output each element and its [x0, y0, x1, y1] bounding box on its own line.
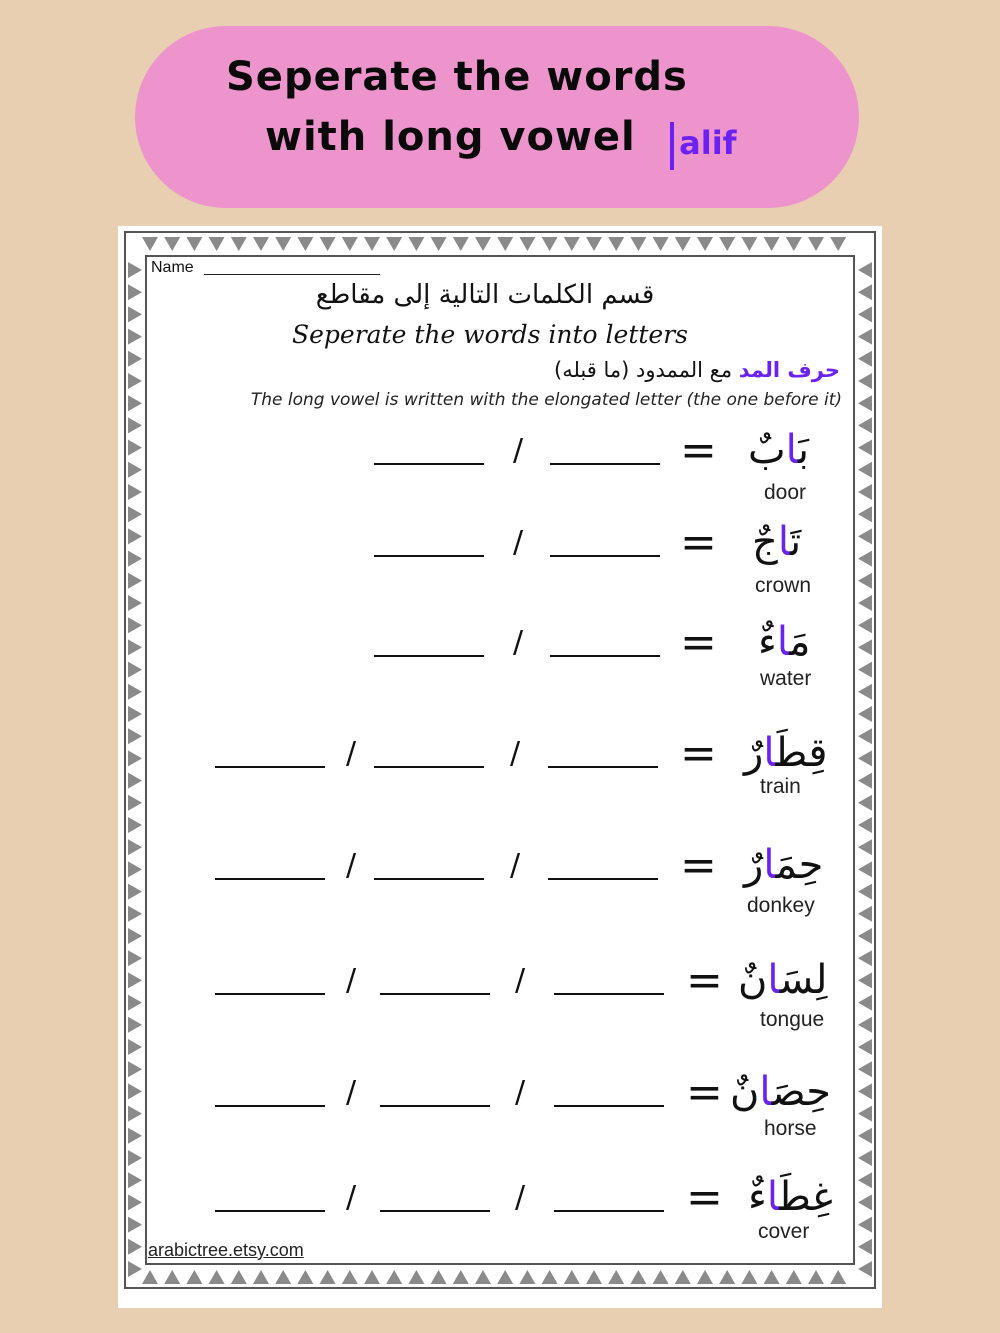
border-triangle [297, 1270, 313, 1284]
border-triangle [128, 1172, 142, 1188]
word-suffix: نٌ [730, 1069, 760, 1115]
banner-title-line2: with long vowel [265, 114, 636, 160]
border-triangle [275, 1270, 291, 1284]
border-triangle [858, 617, 872, 633]
answer-blank[interactable] [554, 1105, 664, 1107]
border-triangle [858, 728, 872, 744]
border-triangle [128, 262, 142, 278]
border-triangle [519, 237, 535, 251]
border-triangle [231, 237, 247, 251]
footer-shop-link[interactable]: arabictree.etsy.com [148, 1240, 304, 1260]
answer-blank[interactable] [374, 463, 484, 465]
border-triangle [719, 1270, 735, 1284]
border-triangle [608, 237, 624, 251]
border-triangle [786, 1270, 802, 1284]
border-triangle [128, 395, 142, 411]
long-vowel-alif: ا [763, 842, 776, 888]
border-triangle [858, 573, 872, 589]
border-triangle [128, 706, 142, 722]
border-triangle [186, 1270, 202, 1284]
border-triangle [858, 395, 872, 411]
border-triangle [128, 1061, 142, 1077]
word-prefix: غِطَ [779, 1174, 833, 1220]
answer-blank[interactable] [215, 878, 325, 880]
arabic-word [744, 728, 827, 778]
border-triangle [858, 950, 872, 966]
syllable-separator: / [515, 963, 526, 998]
arabic-word [730, 1067, 831, 1117]
syllable-separator: / [346, 963, 357, 998]
border-triangle [128, 928, 142, 944]
word-suffix: نٌ [738, 957, 768, 1003]
border-triangle [128, 551, 142, 567]
border-triangle [128, 1017, 142, 1033]
border-triangle [858, 1017, 872, 1033]
answer-blank[interactable] [215, 993, 325, 995]
border-triangle [164, 237, 180, 251]
border-triangle [858, 506, 872, 522]
border-triangle [858, 528, 872, 544]
border-triangle [858, 1217, 872, 1233]
syllable-separator: / [346, 848, 357, 883]
word-suffix: ءٌ [748, 1174, 767, 1220]
border-triangle [741, 237, 757, 251]
border-triangle [128, 351, 142, 367]
border-triangle [128, 1150, 142, 1166]
border-triangle [764, 237, 780, 251]
word-prefix: حِمَ [775, 842, 824, 888]
long-vowel-alif: ا [759, 1069, 772, 1115]
border-triangle [128, 462, 142, 478]
border-triangle [858, 1150, 872, 1166]
border-triangle [858, 1194, 872, 1210]
equals-sign: = [680, 617, 717, 668]
border-triangle [128, 1083, 142, 1099]
syllable-separator: / [515, 1180, 526, 1215]
border-triangle [128, 573, 142, 589]
border-triangle [364, 237, 380, 251]
border-triangle [128, 284, 142, 300]
border-triangle [320, 1270, 336, 1284]
arabic-instruction-title: قسم الكلمات التالية إلى مقاطع [315, 280, 655, 310]
border-triangle [630, 1270, 646, 1284]
syllable-separator: / [513, 433, 524, 468]
english-gloss: crown [755, 574, 812, 597]
border-triangle [586, 237, 602, 251]
border-triangle [858, 639, 872, 655]
border-triangle [564, 1270, 580, 1284]
syllable-separator: / [515, 1075, 526, 1110]
answer-blank[interactable] [548, 766, 658, 768]
equals-sign: = [686, 955, 723, 1006]
border-triangle [608, 1270, 624, 1284]
answer-blank[interactable] [374, 655, 484, 657]
border-triangle [128, 972, 142, 988]
arabic-rule-text [554, 358, 840, 382]
syllable-separator: / [346, 736, 357, 771]
arabic-word [748, 425, 809, 475]
word-suffix: جٌ [752, 519, 778, 565]
border-triangle [830, 237, 846, 251]
word-suffix: رٌ [744, 730, 764, 776]
border-triangle [128, 1217, 142, 1233]
border-triangle [475, 1270, 491, 1284]
border-triangle [858, 1039, 872, 1055]
border-triangle [128, 839, 142, 855]
border-triangle [858, 884, 872, 900]
border-triangle [858, 662, 872, 678]
english-gloss: train [760, 775, 801, 798]
border-triangle [475, 237, 491, 251]
equals-sign: = [680, 425, 717, 476]
border-triangle [128, 1194, 142, 1210]
border-triangle [497, 1270, 513, 1284]
border-triangle [128, 639, 142, 655]
name-input-line[interactable] [204, 274, 380, 275]
border-triangle [128, 1261, 142, 1277]
answer-blank[interactable] [548, 878, 658, 880]
border-triangle [128, 506, 142, 522]
long-vowel-alif: ا [763, 730, 776, 776]
border-triangle [858, 417, 872, 433]
border-triangle [653, 1270, 669, 1284]
border-triangle [858, 1239, 872, 1255]
border-triangle [128, 906, 142, 922]
border-triangle [128, 861, 142, 877]
border-triangle [858, 906, 872, 922]
english-gloss: water [760, 667, 812, 690]
border-triangle [858, 839, 872, 855]
border-triangle [128, 817, 142, 833]
english-gloss: door [764, 481, 807, 504]
equals-sign: = [686, 1067, 723, 1118]
answer-blank[interactable] [380, 993, 490, 995]
border-triangle [128, 1128, 142, 1144]
border-triangle [858, 1128, 872, 1144]
border-triangle [253, 1270, 269, 1284]
border-triangle [431, 1270, 447, 1284]
syllable-separator: / [346, 1180, 357, 1215]
border-triangle [128, 528, 142, 544]
answer-blank[interactable] [380, 1210, 490, 1212]
border-triangle [128, 373, 142, 389]
syllable-separator: / [513, 625, 524, 660]
answer-blank[interactable] [374, 878, 484, 880]
border-triangle [808, 1270, 824, 1284]
border-triangle [542, 1270, 558, 1284]
arabic-word [758, 617, 810, 667]
border-triangle [741, 1270, 757, 1284]
border-triangle [408, 237, 424, 251]
english-gloss: donkey [747, 894, 815, 917]
border-triangle [858, 928, 872, 944]
border-triangle [453, 237, 469, 251]
border-triangle [408, 1270, 424, 1284]
equals-sign: = [680, 840, 717, 891]
border-triangle [675, 1270, 691, 1284]
arabic-word [752, 517, 801, 567]
border-triangle [858, 1061, 872, 1077]
border-triangle [858, 262, 872, 278]
arabic-word [748, 1172, 833, 1222]
border-triangle [128, 773, 142, 789]
border-triangle [675, 237, 691, 251]
word-prefix: تَ [790, 519, 802, 565]
border-triangle [128, 884, 142, 900]
border-triangle [128, 306, 142, 322]
border-triangle [231, 1270, 247, 1284]
border-triangle [342, 1270, 358, 1284]
border-triangle [342, 237, 358, 251]
border-triangle [858, 817, 872, 833]
long-vowel-alif: ا [767, 957, 780, 1003]
border-triangle [128, 329, 142, 345]
word-prefix: لِسَ [779, 957, 828, 1003]
border-triangle [858, 795, 872, 811]
answer-blank[interactable] [380, 1105, 490, 1107]
border-triangle [858, 861, 872, 877]
border-triangle [142, 1270, 158, 1284]
english-instruction-title: Seperate the words into letters [291, 320, 689, 349]
border-triangle [128, 595, 142, 611]
word-prefix: بَ [797, 427, 809, 473]
answer-blank[interactable] [374, 555, 484, 557]
border-triangle [128, 484, 142, 500]
answer-blank[interactable] [215, 766, 325, 768]
long-vowel-alif: ا [776, 619, 789, 665]
border-triangle [719, 237, 735, 251]
border-triangle [858, 484, 872, 500]
border-triangle [128, 995, 142, 1011]
border-triangle [653, 237, 669, 251]
border-triangle [858, 1083, 872, 1099]
border-triangle [364, 1270, 380, 1284]
answer-blank[interactable] [215, 1210, 325, 1212]
border-triangle [128, 950, 142, 966]
border-triangle [858, 995, 872, 1011]
border-triangle [858, 972, 872, 988]
answer-blank[interactable] [554, 1210, 664, 1212]
english-gloss: cover [758, 1220, 810, 1243]
word-prefix: قِطَ [775, 730, 828, 776]
banner-title-line1: Seperate the words [226, 54, 688, 100]
english-gloss: tongue [760, 1008, 825, 1031]
border-triangle [142, 237, 158, 251]
border-triangle [497, 237, 513, 251]
border-triangle [697, 1270, 713, 1284]
border-triangle [630, 237, 646, 251]
border-triangle [128, 750, 142, 766]
answer-blank[interactable] [550, 555, 660, 557]
border-triangle [128, 617, 142, 633]
equals-sign: = [680, 517, 717, 568]
border-triangle [858, 684, 872, 700]
border-triangle [186, 237, 202, 251]
answer-blank[interactable] [550, 655, 660, 657]
border-triangle [858, 284, 872, 300]
name-label: Name [151, 259, 194, 276]
syllable-separator: / [513, 525, 524, 560]
border-triangle [128, 684, 142, 700]
border-triangle [858, 750, 872, 766]
long-vowel-alif: ا [785, 427, 798, 473]
border-triangle [453, 1270, 469, 1284]
border-triangle [697, 237, 713, 251]
word-suffix: بٌ [748, 427, 786, 473]
answer-blank[interactable] [374, 766, 484, 768]
border-triangle [320, 237, 336, 251]
english-gloss: horse [764, 1117, 817, 1140]
border-triangle [542, 237, 558, 251]
border-triangle [858, 440, 872, 456]
border-triangle [586, 1270, 602, 1284]
answer-blank[interactable] [554, 993, 664, 995]
arabic-rule-highlight: حرف المد [738, 358, 840, 382]
border-triangle [564, 237, 580, 251]
arabic-rule-rest: مع الممدود (ما قبله) [554, 358, 733, 382]
border-triangle [858, 329, 872, 345]
equals-sign: = [680, 728, 717, 779]
border-triangle [128, 440, 142, 456]
word-prefix: حِصَ [771, 1069, 831, 1115]
border-triangle [830, 1270, 846, 1284]
arabic-word [738, 955, 827, 1005]
border-triangle [858, 1172, 872, 1188]
border-triangle [275, 237, 291, 251]
arabic-word [744, 840, 823, 890]
word-suffix: ءٌ [758, 619, 777, 665]
border-triangle [764, 1270, 780, 1284]
border-triangle [858, 1106, 872, 1122]
border-triangle [786, 237, 802, 251]
border-triangle [297, 237, 313, 251]
border-triangle [858, 706, 872, 722]
long-vowel-alif: ا [777, 519, 791, 565]
border-triangle [858, 373, 872, 389]
border-triangle [858, 773, 872, 789]
border-triangle [858, 306, 872, 322]
answer-blank[interactable] [215, 1105, 325, 1107]
syllable-separator: / [510, 736, 521, 771]
border-triangle [386, 237, 402, 251]
border-triangle [858, 551, 872, 567]
answer-blank[interactable] [550, 463, 660, 465]
border-triangle [128, 1239, 142, 1255]
english-rule-text: The long vowel is written with the elongated letter (the one before it) [250, 390, 842, 410]
border-triangle [128, 1106, 142, 1122]
border-triangle [128, 417, 142, 433]
border-triangle [209, 1270, 225, 1284]
border-triangle [858, 351, 872, 367]
border-triangle [431, 237, 447, 251]
word-prefix: مَ [789, 619, 811, 665]
border-triangle [128, 1039, 142, 1055]
syllable-separator: / [510, 848, 521, 883]
syllable-separator: / [346, 1075, 357, 1110]
equals-sign: = [686, 1172, 723, 1223]
border-triangle [253, 237, 269, 251]
word-suffix: رٌ [744, 842, 764, 888]
border-triangle [519, 1270, 535, 1284]
border-triangle [128, 795, 142, 811]
border-triangle [128, 728, 142, 744]
border-triangle [808, 237, 824, 251]
border-triangle [164, 1270, 180, 1284]
long-vowel-alif: ا [766, 1174, 779, 1220]
banner-alif-label: alif [679, 124, 737, 162]
border-triangle [858, 462, 872, 478]
border-triangle [209, 237, 225, 251]
border-triangle [386, 1270, 402, 1284]
border-triangle [858, 595, 872, 611]
border-triangle [858, 1261, 872, 1277]
border-triangle [128, 662, 142, 678]
